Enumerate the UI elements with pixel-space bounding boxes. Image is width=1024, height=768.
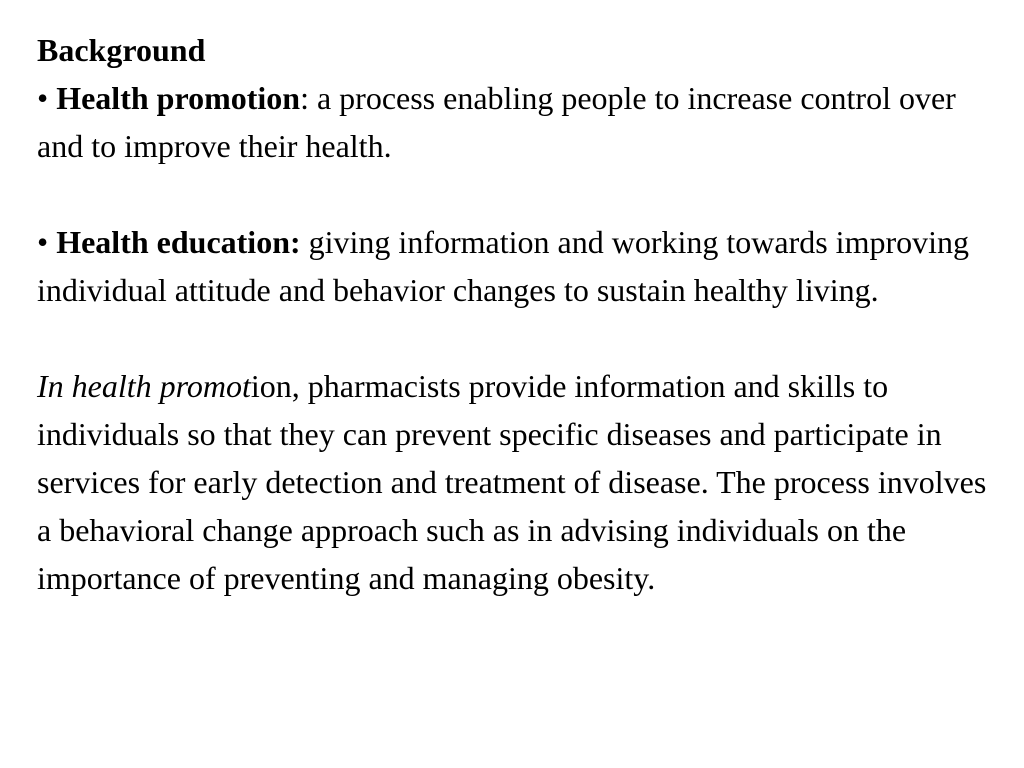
- spacer: [37, 170, 1007, 218]
- bullet-definition: giving information and working towards improving individual attitude and behavior changes to sustain healthy living.: [37, 224, 969, 308]
- paragraph-body: ion, pharmacists provide information and skills to individuals so that they can prevent specific diseases and participate in services for early detection and treatment of disease. The process involves a behavioral change approach such as in advising individuals on the importance of preventing and managing obesity.: [37, 368, 987, 596]
- health-promotion-paragraph: [37, 362, 1007, 602]
- slide-content: [37, 26, 1007, 602]
- bullet-marker: •: [37, 224, 49, 260]
- bullet-term: Health education:: [56, 224, 301, 260]
- bullet-marker: •: [37, 80, 49, 116]
- paragraph-italic-lead: In health promot: [37, 368, 251, 404]
- spacer: [37, 314, 1007, 362]
- bullet-definition: a process enabling people to increase control over and to improve their health.: [37, 80, 956, 164]
- bullet-health-promotion: [37, 74, 1007, 170]
- slide-heading: Background: [37, 32, 206, 68]
- bullet-separator: :: [300, 80, 309, 116]
- bullet-term: Health promotion: [56, 80, 301, 116]
- bullet-health-education: [37, 218, 1007, 314]
